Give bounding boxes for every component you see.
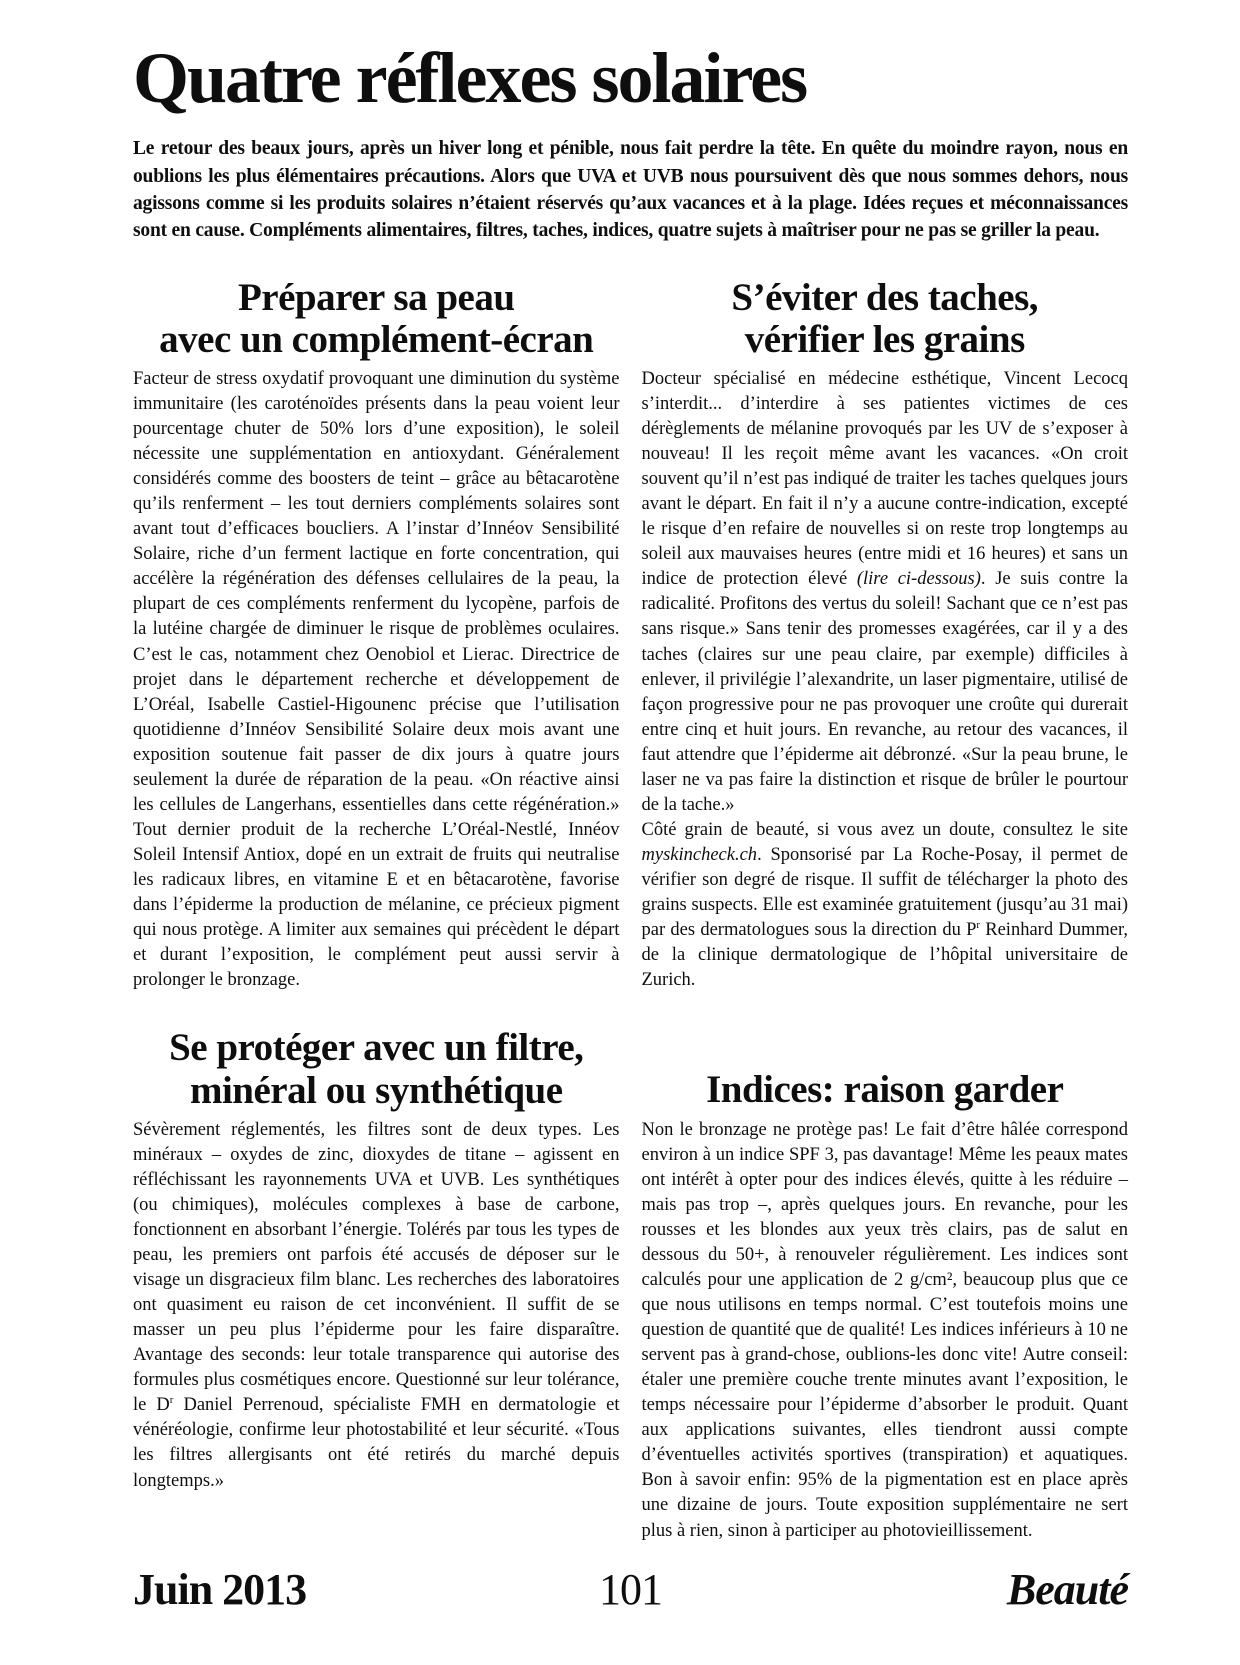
section-filtre-body xyxy=(133,1118,620,1494)
page-title: Quatre réflexes solaires xyxy=(133,38,807,118)
heading-line: Indices: raison garder xyxy=(706,1068,1064,1112)
section-indices-heading xyxy=(642,1069,1129,1111)
heading-line: avec un complément-écran xyxy=(159,317,594,361)
paragraph: Côté grain de beauté, si vous avez un doute, consultez le site myskincheck.ch. Sponsorisé par La Roche-Posay, il permet de vérifier son degré de risque. Il suffit de télécharger la photo des grains suspects. Elle est examinée gratuitement (jusqu’au 31 mai) par des dermatologues sous la direction du $P^r$ Reinhard Dummer, de la clinique dermatologique de l’hôpital universitaire de Zurich. xyxy=(641,819,1128,991)
section-taches xyxy=(642,277,1129,994)
section-complement-heading xyxy=(133,277,620,361)
heading-line: minéral ou synthétique xyxy=(189,1068,563,1112)
section-complement-body xyxy=(133,367,620,994)
section-taches-body xyxy=(642,367,1129,994)
paragraph: Non le bronzage ne protège pas! Le fait d’être hâlée correspond environ à un indice SPF 3, pas davantage! Même les peaux mates ont intérêt à opter pour des indices élevés, quitte à les réduire – mais pas trop –, après quelques jours. En revanche, pour les rousses et les blondes aux yeux très clairs, pas de salut en dessous du 50+, à renouveler régulièrement. Les indices sont calculés pour une application de 2 g/cm², beaucoup plus que ce que nous utilisons en temps normal. C’est toutefois moins une question de quantité que de qualité! Les indices inférieurs à 10 ne servent pas à grand-chose, oublions-les donc vite! Autre conseil: étaler une première couche trente minutes avant l’exposition, le temps nécessaire pour l’épiderme d’absorber le produit. Quant aux applications suivantes, elles tiendront aussi compte d’éventuelles activités sportives (transpiration) et aquatiques. Bon à savoir enfin: 95% de la pigmentation est en place après une dizaine de jours. Toute exposition supplémentaire ne sert plus à rien, sinon à participer au photovieillissement. xyxy=(641,1119,1128,1541)
section-indices-body xyxy=(642,1118,1129,1544)
paragraph: Docteur spécialisé en médecine esthétique, Vincent Lecocq s’interdit... d’interdire à ses patientes victimes de ces dérèglements de mélanine provoqués par les UV de s’exposer à nouveau! Il les reçoit même avant les vacances. «On croit souvent qu’il n’est pas indiqué de traiter les taches quelques jours avant le départ. En fait il n’y a aucune contre-indication, excepté le risque d’en refaire de nouvelles si on reste trop longtemps au soleil aux mauvaises heures (entre midi et 16 heures) et sans un indice de protection élevé (lire ci-dessous). Je suis contre la radicalité. Profitons des vertus du soleil! Sachant que ce n’est pas sans risque.» Sans tenir des promesses exagérées, car il y a des taches (claires sur une peau claire, par exemple) difficiles à enlever, il privilégie l’alexandrite, un laser pigmentaire, utilisé de façon progressive pour ne pas provoquer une croûte qui durerait entre cinq et huit jours. En revanche, au retour des vacances, il faut attendre que l’épiderme ait débronzé. «Sur la peau brune, le laser ne va pas faire la distinction et risque de brûler le pourtour de la tache.» xyxy=(641,368,1128,815)
footer-issue-date: Juin 2013 xyxy=(133,1565,307,1614)
footer-page-number: 101 xyxy=(598,1565,662,1614)
footer-magazine-name: Beauté xyxy=(1006,1565,1128,1614)
paragraph: Facteur de stress oxydatif provoquant une diminution du système immunitaire (les caroténoïdes présents dans la peau voient leur pourcentage chuter de 50% lors d’une exposition), le soleil nécessite une supplémentation en antioxydant. Généralement considérés comme des boosters de teint – grâce au bêtacarotène qu’ils renferment – les tout derniers compléments solaires sont avant tout d’efficaces boucliers. A l’instar d’Innéov Sensibilité Solaire, riche d’un ferment lactique en forte concentration, qui accélère la régénération des défenses cellulaires de la peau, la plupart de ces compléments renferment du lycopène, parfois de la lutéine chargée de diminuer le risque de problèmes oculaires. C’est le cas, notamment chez Oenobiol et Lierac. Directrice de projet dans le département recherche et développement de L’Oréal, Isabelle Castiel-Higounenc précise que l’utilisation quotidienne d’Innéov Sensibilité Solaire deux mois avant une exposition soutenue fait passer de dix jours à quatre jours seulement la durée de réparation de la peau. «On réactive ainsi les cellules de Langerhans, essentielles dans cette régénération.» Tout dernier produit de la recherche L’Oréal-Nestlé, Innéov Soleil Intensif Antiox, dopé en un extrait de fruits qui neutralise les radicaux libres, en vitamine E et en bêtacarotène, favorise dans l’épiderme la production de mélanine, ce précieux pigment qui nous protège. A limiter aux semaines qui précèdent le départ et durant l’exposition, le complément peut aussi servir à prolonger le bronzage. xyxy=(133,368,620,991)
paragraph: Sévèrement réglementés, les filtres sont de deux types. Les minéraux – oxydes de zinc, dioxydes de titane – agissent en réfléchissant les rayonnements UVA et UVB. Les synthétiques (ou chimiques), molécules complexes à base de carbone, fonctionnent en absorbant l’énergie. Tolérés par tous les types de peau, les premiers ont parfois été accusés de déposer sur le visage un disgracieux film blanc. Les recherches des laboratoires ont quasiment eu raison de cet inconvénient. Il suffit de se masser un peu plus l’épiderme pour les faire disparaître. Avantage des seconds: leur totale transparence qui autorise des formules plus cosmétiques encore. Questionné sur leur tolérance, le $D^r$ Daniel Perrenoud, spécialiste FMH en dermatologie et vénéréologie, confirme leur photostabilité et leur sécurité. «Tous les filtres allergisants ont été retirés du marché depuis longtemps.» xyxy=(133,1119,620,1491)
section-filtre-heading xyxy=(133,1027,620,1111)
heading-line: S’éviter des taches, xyxy=(731,275,1039,319)
section-filtre xyxy=(133,1027,620,1493)
heading-line: Se protéger avec un filtre, xyxy=(169,1026,584,1070)
heading-line: vérifier les grains xyxy=(744,317,1025,361)
page-header xyxy=(133,38,1128,245)
section-indices xyxy=(642,1069,1129,1543)
left-column xyxy=(133,277,620,1494)
intro-paragraph: Le retour des beaux jours, après un hiver long et pénible, nous fait perdre la tête. En quête du moindre rayon, nous en oublions les plus élémentaires précautions. Alors que UVA et UVB nous poursuivent dès que nous sommes dehors, nous agissons comme si les produits solaires n’étaient réservés qu’aux vacances et à la plage. Idées reçues et méconnaissances sont en cause. Compléments alimentaires, filtres, taches, indices, quatre sujets à maîtriser pour ne pas se griller la peau. xyxy=(133,138,1128,242)
article-columns xyxy=(133,277,1128,1544)
section-complement xyxy=(133,277,620,994)
page-footer xyxy=(133,1564,1128,1615)
right-column xyxy=(642,277,1129,1544)
section-taches-heading xyxy=(642,277,1129,361)
heading-line: Préparer sa peau xyxy=(237,275,515,319)
